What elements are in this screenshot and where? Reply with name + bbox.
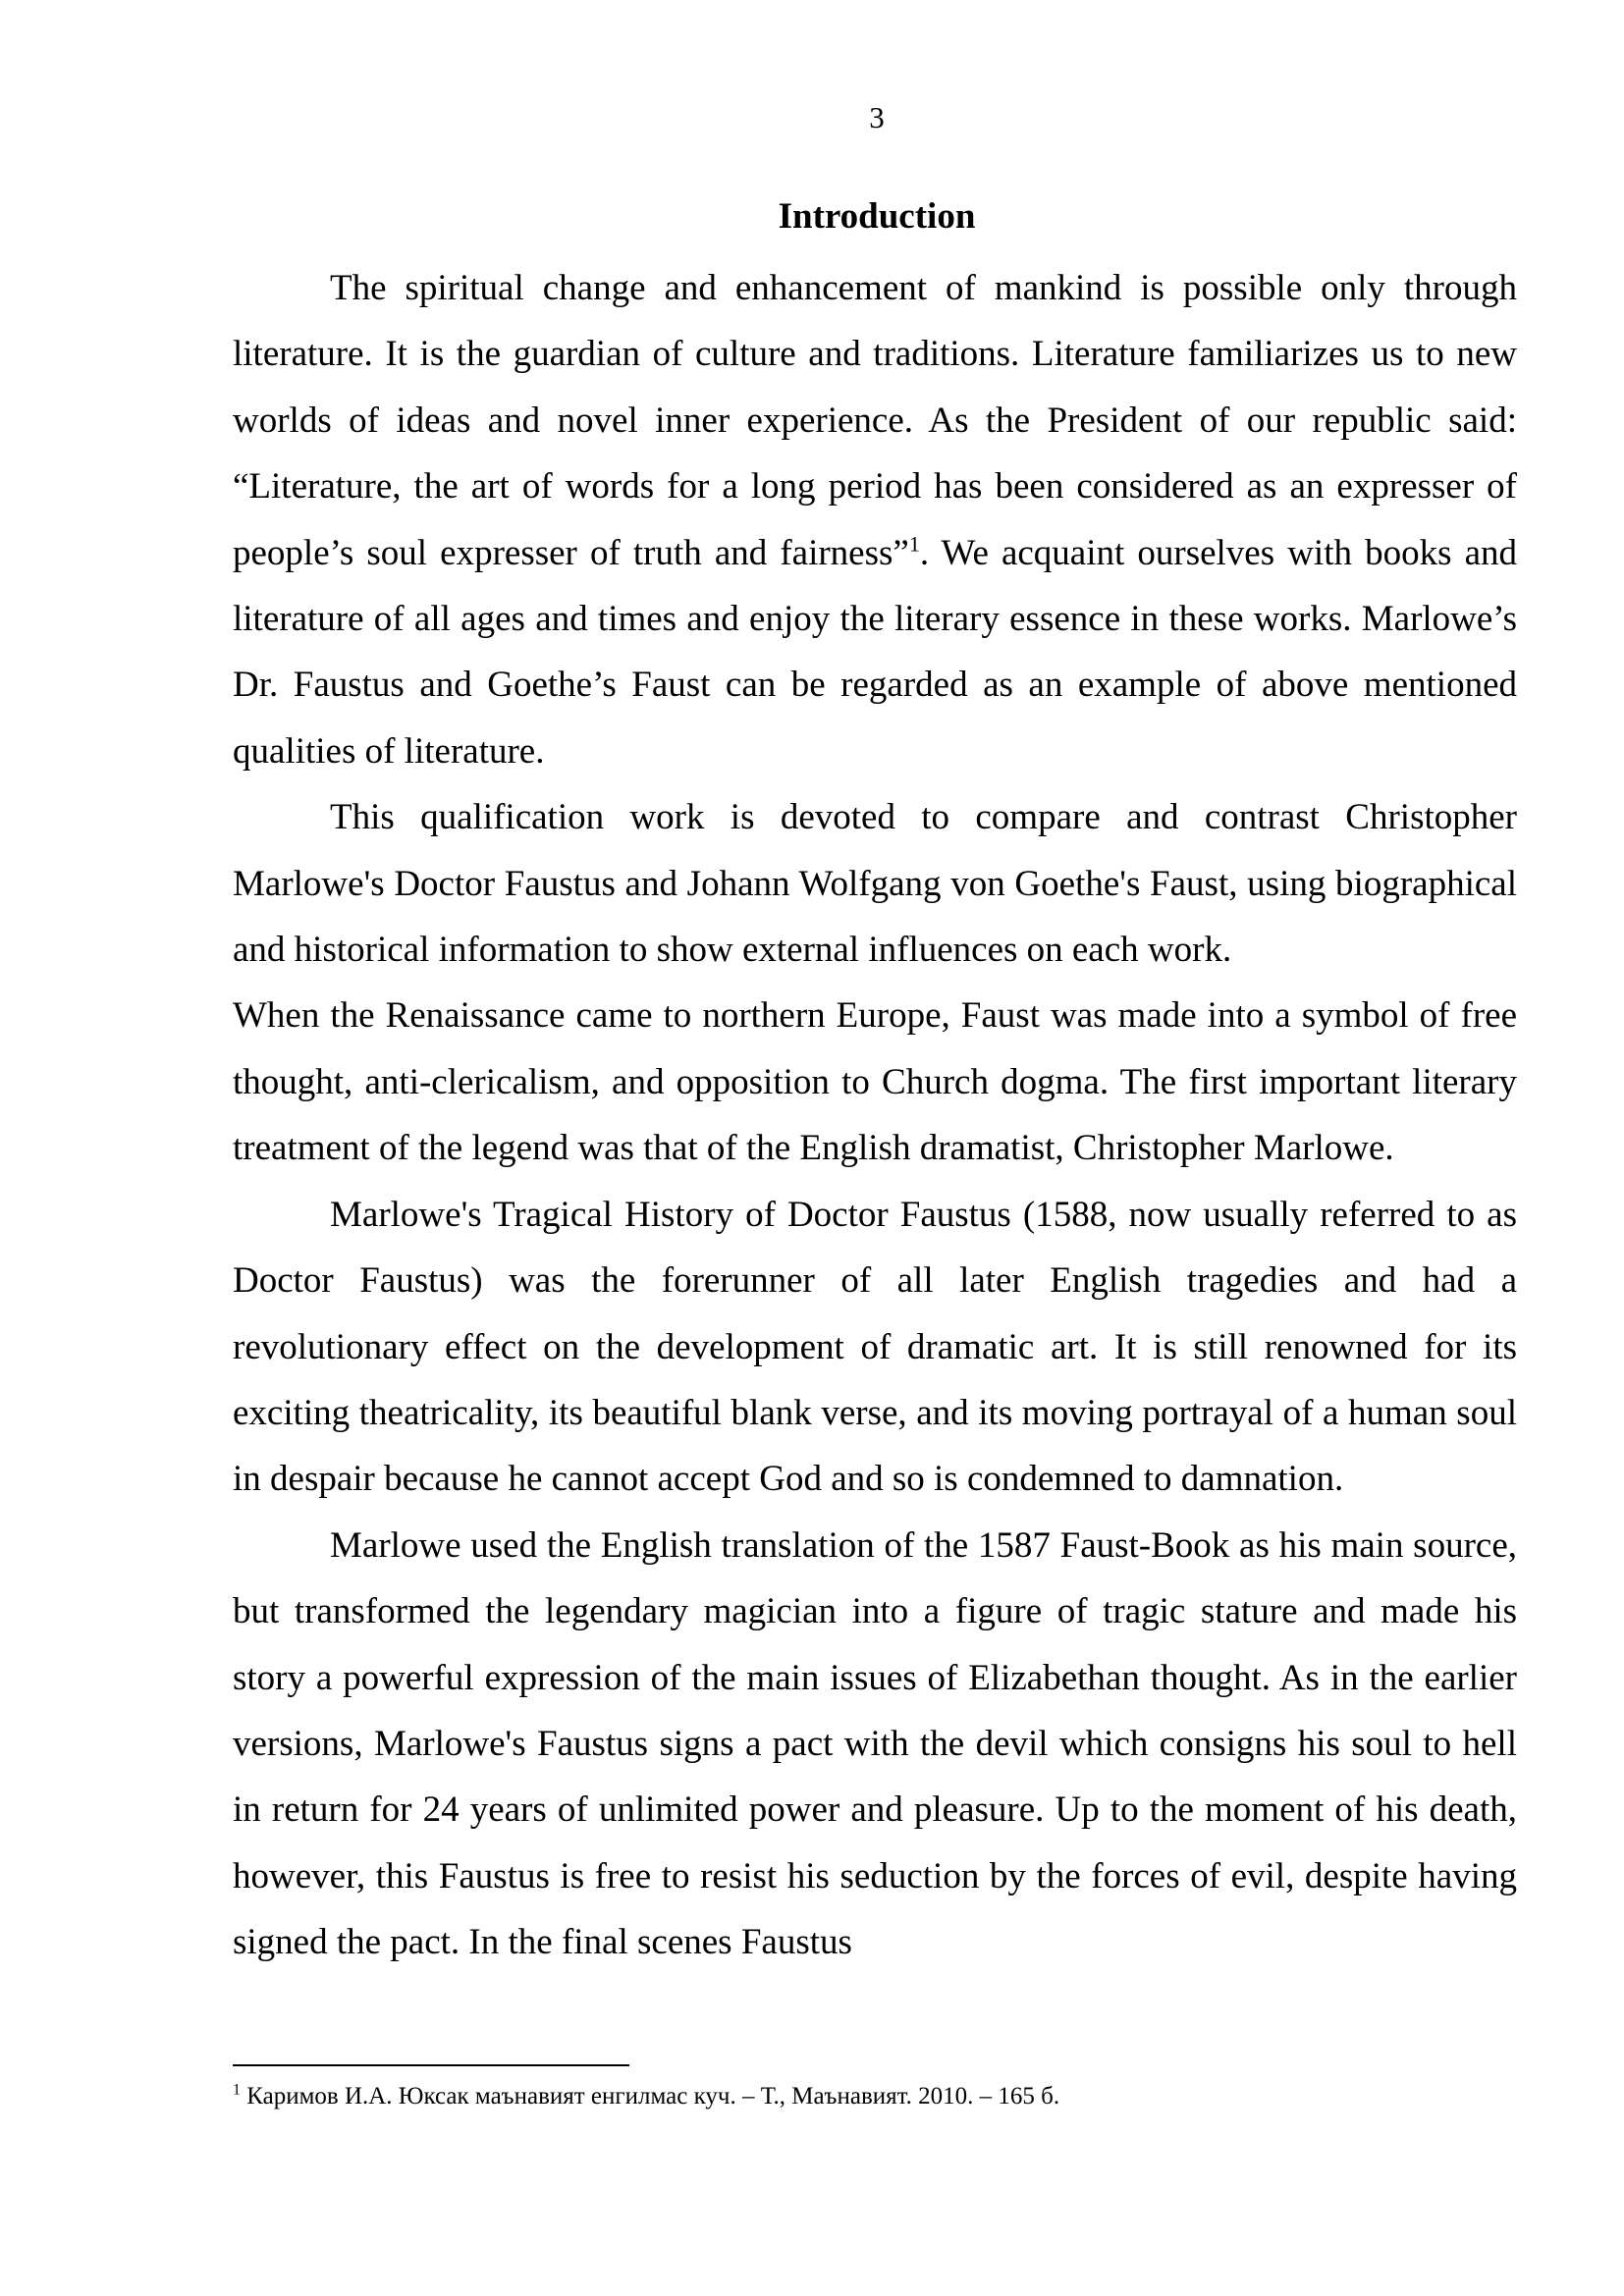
footnote-text: Каримов И.А. Юксак маънавият енгилмас куч. – Т., Маънавият. 2010. – 165 б.: [241, 2083, 1060, 2109]
footnote-marker: 1: [233, 2081, 241, 2099]
page-number: 3: [869, 100, 885, 134]
body-text: [233, 255, 1517, 1976]
paragraph-3: When the Renaissance came to northern Europe, Faust was made into a symbol of free thought, anti-clericalism, and opposition to Church dogma. The first important literary treatment of the legend was that of the English dramatist, Christopher Marlowe.: [233, 995, 1517, 1169]
page-title: Introduction: [778, 196, 976, 237]
paragraph-5: Marlowe used the English translation of the 1587 Faust-Book as his main source, but transformed the legendary magician into a figure of tragic stature and made his story a powerful expression of the main issues of Elizabethan thought. As in the earlier versions, Marlowe's Faustus signs a pact with the devil which consigns his soul to hell in return for 24 years of unlimited power and pleasure. Up to the moment of his death, however, this Faustus is free to resist his seduction by the forces of evil, despite having signed the pact. In the final scenes Faustus: [233, 1524, 1517, 1963]
footnote-reference: 1: [908, 531, 920, 557]
paragraph-1-continuation: . We acquaint ourselves with books and literature of all ages and times and enjoy the literary essence in these works. Marlowe’s Dr. Faustus and Goethe’s Faust can be regarded as an example of above mentioned qualities of literature.: [233, 532, 1517, 772]
paragraph-2: This qualification work is devoted to compare and contrast Christopher Marlowe's Doctor Faustus and Johann Wolfgang von Goethe's Faust, using biographical and historical information to show external influences on each work.: [233, 797, 1517, 971]
paragraph-1: [233, 255, 1517, 784]
footnote-separator: [233, 2064, 629, 2066]
footnote: [233, 2079, 1517, 2114]
paragraph-4: Marlowe's Tragical History of Doctor Faustus (1588, now usually referred to as Doctor Faustus) was the forerunner of all later English tragedies and had a revolutionary effect on the development of dramatic art. It is still renowned for its exciting theatricality, its beautiful blank verse, and its moving portrayal of a human soul in despair because he cannot accept God and so is condemned to damnation.: [233, 1194, 1517, 1500]
paragraph-1-text: The spiritual change and enhancement of mankind is possible only through literature. It is the guardian of culture and traditions. Literature familiarizes us to new worlds of ideas and novel inner experience. As the President of our republic said: “Literature, the art of words for a long period has been considered as an expresser of people’s soul expresser of truth and fairness”: [233, 268, 1517, 573]
